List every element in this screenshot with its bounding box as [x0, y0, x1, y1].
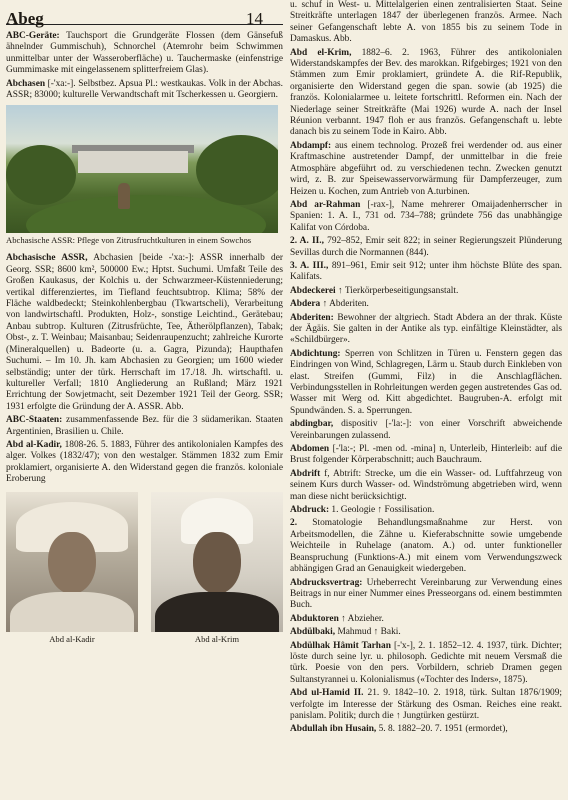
- entry-text: ↑ Abderiten.: [322, 299, 369, 310]
- entry-abdullah: [290, 724, 562, 735]
- entry-text: 792–852, Emir seit 822; in seiner Regierungszeit Plünderung Sevillas durch die Normannen (844).: [290, 236, 562, 258]
- entry-abderiten: [290, 313, 562, 347]
- entry-text: Urheberrecht Vereinbarung zur Verwendung eines Beitrags in nur einer Nummer eines Presseorgans od. einem bestimmten Buch.: [290, 577, 562, 611]
- headword: ABC-Geräte:: [6, 31, 60, 41]
- sowchos-photo: [6, 105, 278, 233]
- entry-text: Stomatologie Behandlungsmaßnahme zur Herst. von Arbeitsmodellen, die Zähne u. Kieferabschnitte sowie umgebende Weichteile in Ruhelage (anatom. A.) od. unter funktioneller Beanspruchung (Funktions-A.) mit einem vom Verwendungszweck abhängigen Grad an Genauigkeit wiedergeben.: [290, 518, 563, 575]
- photo-caption: Abchasische ASSR: Pflege von Zitrusfruchtkulturen in einem Sowchos: [6, 235, 252, 246]
- entry-text: 1882–6. 2. 1963, Führer des antikolonialen Widerstandskampfes der Bev. des marokkan. Rifgebirges; 1921 von den Stämmen zum Emir proklamiert, gründete A. die Rif-Republik, organisierte den Widerstand gegen die span. sowie (ab 1925) die französ. Kolonialarmee u. leitete fortschrittl. Reformen ein. Nach der Niederlage seiner Streitkräfte (Mai 1926) wurde A. nach der Insel Réunion verbannt. 1947 floh er aus französ. Gefangenschaft u. lebte danach bis zu seinem Tode in Kairo. Abb.: [290, 47, 562, 138]
- entry-text: 1808-26. 5. 1883, Führer des antikolonialen Kampfes des alger. Volkes (1832/47); von den westalger. Stämmen 1832 zum Emir proklamiert, organisierte A. den Widerstand gegen die französ. koloniale Eroberung: [6, 439, 283, 485]
- entry-text: 891–961, Emir seit 912; unter ihm höchste Blüte des span. Kalifats.: [290, 260, 562, 283]
- entry-abchasische-assr: [6, 253, 283, 413]
- headword: Abd el-Krim,: [290, 47, 352, 58]
- entry-text: [-'x-], 2. 1. 1852–12. 4. 1937, türk. Dichter; löste durch seine lyr. u. philosoph. Gedichte mit neuem Versmaß die türk. Poesie von den pers. Vorbildern, schrieb Dramen gegen Sultanstyrannei u. Kolonialismus («Tochter des Inders», 1875).: [290, 640, 562, 685]
- entry-text: zusammenfassende Bez. für die 3 südamerikan. Staaten Argentinien, Brasilien u. Chile.: [6, 415, 283, 437]
- entry-text: 5. 8. 1882–20. 7. 1951 (ermordet),: [378, 724, 508, 735]
- headword: Abdeckerei: [290, 285, 336, 296]
- entry-abdeckerei: [290, 286, 562, 297]
- entry-abc-staaten: [6, 415, 283, 438]
- entry-text: Abchasien [beide -'xa:-]: ASSR innerhalb der Georg. SSR; 8600 km², 500000 Ew.; Hptst. Suchumi. Umfaßt Teile des Großen Kaukasus, der Kolchis u. der Schwarzmeer-Küstenniederung; vertikal differenziertes, im Tiefland feuchtsubtrop. Klima; 58% der Fläche waldbedeckt; Steinkohlenbergbau (Tkwartscheli), Verarbeitung von landwirtschaftl. Produkten, Holz-, sonstige Leichtind., Gerätebau; Anbau subtrop. Kulturen (Zitrusfrüchte, Tee, Ätherölpflanzen), Tabak; Obst-, z. T. Weinbau; Maisanbau; Seidenraupenzucht; zahlreiche Kurorte (Mineralquellen) u. Badeorte (u. a. Gagra, Pizunda); Haupthafen Suchumi. – Im 10. Jh. kam Abchasien zu Georgien; um 1600 wieder selbständig; unter der türk. Herrschaft im 17./18. Jh. wirtschaftl. u. kultureller Verfall; 1810 Angliederung an Rußland; März 1921 Errichtung der Sowjetmacht, seit Dezember 1921 Teil der Georg. SSR; 1931 erfolgte die Gründung der A. ASSR. Abb.: [6, 253, 284, 412]
- headword: abdingbar,: [290, 419, 334, 430]
- entry-text: [-'la:-; Pl. -men od. -mina] n, Unterleib, Hinterleib: auf die Brust folgender Körperabschnitt; auch Bauchraum.: [290, 444, 563, 466]
- portrait-caption: Abd al-Krim: [194, 633, 240, 644]
- entry-abchasen: [6, 79, 283, 102]
- portrait-image: [151, 492, 283, 632]
- portrait-abd-al-kadir: [6, 492, 138, 645]
- headword: Abdruck:: [290, 505, 330, 516]
- portrait-image: [6, 492, 138, 632]
- entry-abduktoren: [290, 614, 562, 625]
- entry-abdomen: [290, 444, 562, 467]
- headword: Abdera: [290, 299, 321, 310]
- headword: Abd ar-Rahman: [290, 199, 361, 210]
- entry-abdera: [290, 299, 562, 310]
- entry-text: f, Abtrift: Strecke, um die ein Wasser- od. Luftfahrzeug von seinem Kurs durch Wasser- od. Windströmung abgetrieben wird, wenn man diese nicht berücksichtigt.: [290, 468, 562, 502]
- right-column: [290, 0, 562, 738]
- entry-text: 1. Geologie ↑ Fossilisation.: [331, 505, 435, 516]
- headword: Abdülbaki,: [290, 627, 336, 638]
- entry-abd-el-krim: [290, 48, 562, 139]
- entry-text: 21. 9. 1842–10. 2. 1918, türk. Sultan 1876/1909; verfolgte im Interesse der Stärkung des Osman. Reiches eine reakt. panislam. Politik; durch die ↑ Jungtürken gestürzt.: [290, 688, 562, 721]
- headword: Abdullah ibn Husain,: [290, 724, 377, 735]
- headword: Abderiten:: [290, 312, 334, 323]
- entry-abc-geraete: [6, 31, 283, 77]
- headword: 2.: [290, 518, 298, 529]
- headword: Abchasen: [6, 78, 46, 89]
- headword: Abdomen: [290, 444, 330, 455]
- entry-abdrucksvertrag: [290, 578, 562, 612]
- entry-text: ↑ Tierkörperbeseitigungsanstalt.: [338, 285, 459, 296]
- headword: Abd ul-Hamid II.: [290, 688, 364, 699]
- headword: 2. A. II.,: [290, 236, 324, 247]
- portrait-caption: Abd al-Kadir: [49, 633, 95, 644]
- headword: Abd al-Kadir,: [6, 439, 62, 450]
- headword: Abdülhak Hâmit Tarhan: [290, 640, 391, 651]
- entry-text: Bewohner der altgriech. Stadt Abdera an der thrak. Küste der Ägäis. Sie galten in der Antike als typ. einfältige Kleinstädter, als «Schildbürger».: [290, 312, 563, 346]
- headword: ABC-Staaten:: [6, 415, 63, 426]
- entry-text: Tauchsport die Grundgeräte Flossen (dem Gänsefuß ähnelnder Gummischuh), Schnorchel (Atemrohr beim Schwimmen unmittelbar unter der Wasseroberfläche) u. Tauchermaske (einfenstrige Gummimaske mit eingelassenem splitterfreiem Glas).: [6, 31, 283, 76]
- entry-text: aus einem technolog. Prozeß frei werdender od. aus einer Kraftmaschine austretender Dampf, der unmittelbar in die freie Atmosphäre abgeführt od. zu verschiedenen techn. Zwecken genutzt wird, z. B. zur Speisewasservorwärmung für Dampferzeuger, zum Heizen u. Kochen, zum Antrieb von A.turbinen.: [290, 140, 562, 197]
- entry-text: u. schuf in West- u. Mittelalgerien einen zentralisierten Staat. Seine Streitkräfte unterlagen 1847 der überlegenen französ. Armee. Nach seiner Gefangenschaft lebte A. von 1855 bis zu seinem Tode in Damaskus. Abb.: [290, 0, 562, 45]
- entry-continuation: [290, 0, 562, 46]
- entry-abdruck: [290, 505, 562, 516]
- entry-text: Sperren von Schlitzen in Türen u. Fenstern gegen das Eindringen von Wind, Schlagregen, Lärm u. Staub durch Einkleben von elast. Streifen (Gummi, Filz) in die Anschlagflächen. Verbindungsstellen in Rohrleitungen werden gegen austretendes Gas od. Wasser mit Werg od. Kitt abgedichtet. Baugruben-A. erfolgt mit Spundwänden. S. a. Sperrungen.: [290, 348, 562, 416]
- portrait-abd-al-krim: [151, 492, 283, 645]
- entry-abdampf: [290, 141, 562, 198]
- entry-abdingbar: [290, 419, 562, 442]
- headword: Abduktoren: [290, 613, 339, 624]
- entry-abd-al-kadir: [6, 440, 283, 486]
- headword: Abdampf:: [290, 140, 332, 151]
- entry-abdichtung: [290, 349, 562, 417]
- entry-abduelbaki: [290, 627, 562, 638]
- entry-abd-ar-rahman-3: [290, 261, 562, 284]
- worker-figure: [118, 183, 130, 209]
- headword: Abchasische ASSR,: [6, 253, 88, 264]
- entry-abd-ar-rahman-2: [290, 236, 562, 259]
- headword: 3. A. III.,: [290, 260, 329, 271]
- entry-abd-ul-hamid: [290, 688, 562, 722]
- portrait-row: [6, 492, 283, 645]
- entry-text: Mahmud ↑ Baki.: [337, 627, 401, 638]
- entry-text: [-'xa:-]. Selbstbez. Apsua Pl.: westkaukas. Volk in der Abchas. ASSR; 83000; kulturelle Verwandtschaft mit Tscherkessen u. Georgiern.: [6, 78, 283, 101]
- entry-text: ↑ Abzieher.: [341, 613, 384, 624]
- entry-abd-ar-rahman: [290, 200, 562, 234]
- headword: Abdrift: [290, 468, 321, 479]
- headword: Abdichtung:: [290, 348, 341, 359]
- entry-abdrift: [290, 469, 562, 503]
- running-headword: Abeg: [6, 8, 44, 28]
- entry-abdruck-2: [290, 518, 562, 575]
- entry-abduelhak: [290, 641, 562, 687]
- entry-text: [-rax-], Name mehrerer Omaijadenherrscher in Spanien: 1. A. I., 731 od. 734–788; gründete 756 das unabhängige Kalifat von Córdoba.: [290, 199, 563, 233]
- headword: Abdrucksvertrag:: [290, 577, 363, 588]
- left-column: [6, 0, 283, 645]
- entry-text: dispositiv [-'la:-]: von einer Vorschrift abweichende Vereinbarungen zulassend.: [290, 419, 562, 441]
- page-header: [6, 2, 283, 28]
- page-number: 14: [246, 8, 263, 28]
